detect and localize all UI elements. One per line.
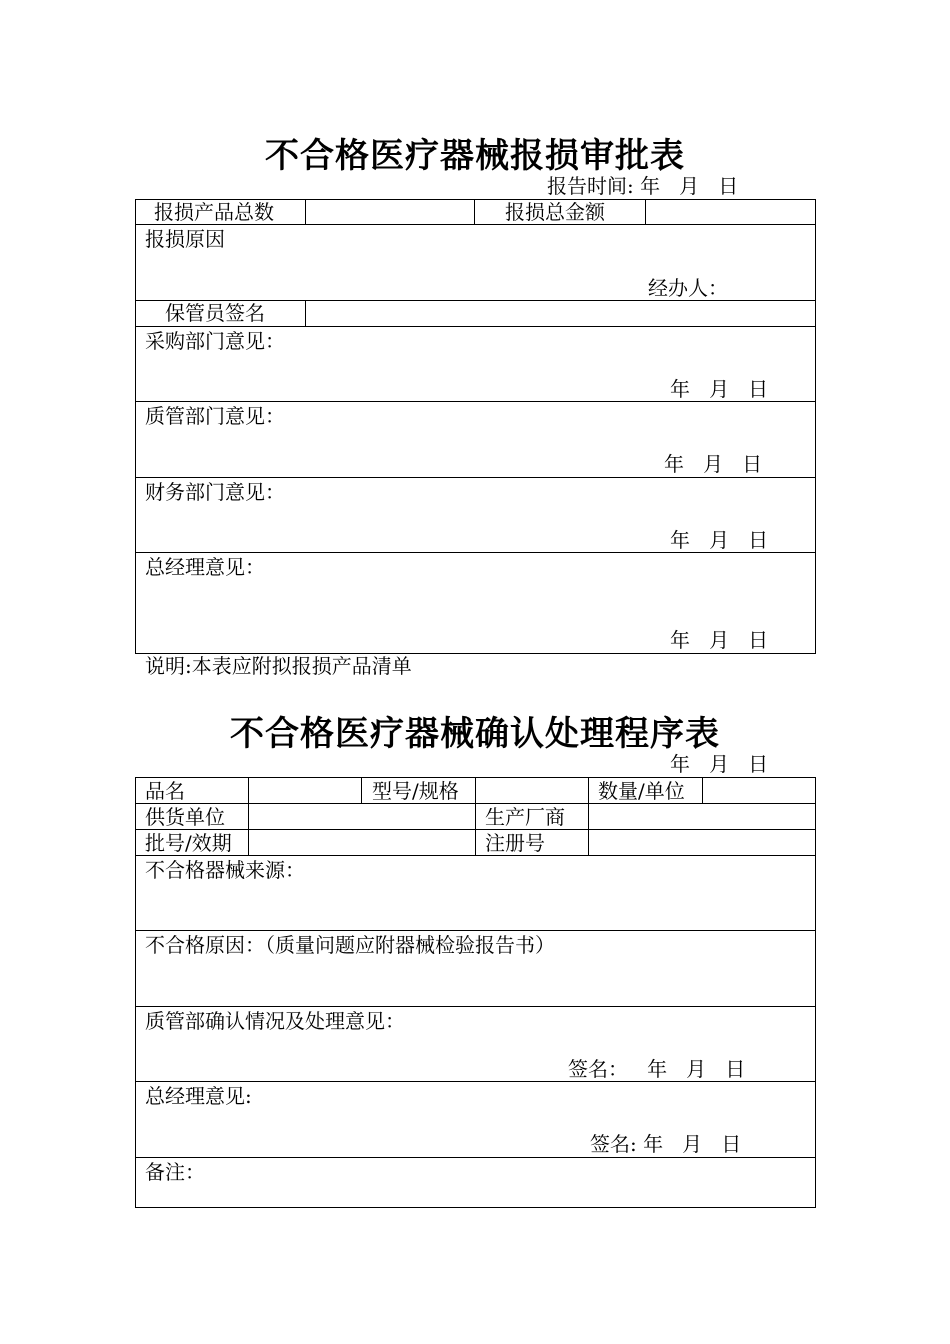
total-amount-field[interactable] xyxy=(646,200,815,223)
form1-row-divider xyxy=(135,224,816,225)
form2-row-divider xyxy=(135,1081,816,1082)
nonconform-reason-label: 不合格原因：（质量问题应附器械检验报告书） xyxy=(145,933,555,957)
form1-report-time: 报告时间: 年 月 日 xyxy=(547,174,739,198)
keeper-sign-label: 保管员签名 xyxy=(165,301,265,325)
supplier-label: 供货单位 xyxy=(145,805,225,829)
purchase-date: 年 月 日 xyxy=(670,377,769,401)
qc-confirm-label: 质管部确认情况及处理意见： xyxy=(145,1009,405,1033)
gm-date: 年 月 日 xyxy=(670,628,769,652)
keeper-sign-field[interactable] xyxy=(306,301,815,325)
model-label: 型号/规格 xyxy=(372,779,459,803)
total-qty-field[interactable] xyxy=(306,200,473,223)
form2-row-divider xyxy=(135,1006,816,1007)
reg-no-field[interactable] xyxy=(589,830,815,854)
form1-row-divider xyxy=(135,552,816,553)
supplier-field[interactable] xyxy=(249,804,474,828)
total-amount-label: 报损总金额 xyxy=(505,200,605,224)
qty-unit-label: 数量/单位 xyxy=(598,779,685,803)
total-qty-label: 报损产品总数 xyxy=(154,200,274,224)
form1-row-divider xyxy=(135,477,816,478)
manufacturer-label: 生产厂商 xyxy=(485,805,565,829)
batch-label: 批号/效期 xyxy=(145,831,232,855)
product-name-field[interactable] xyxy=(249,778,360,802)
form2-col-divider xyxy=(588,777,589,803)
form2-row-divider xyxy=(135,930,816,931)
remarks-label: 备注： xyxy=(145,1160,205,1184)
form2-gm-opinion-label: 总经理意见: xyxy=(145,1084,252,1108)
manufacturer-field[interactable] xyxy=(589,804,815,828)
form2-col-divider xyxy=(475,803,476,855)
qc-date: 年 月 日 xyxy=(664,452,763,476)
product-name-label: 品名 xyxy=(145,779,185,803)
finance-date: 年 月 日 xyxy=(670,528,769,552)
form1-row-divider xyxy=(135,326,816,327)
form2-title: 不合格医疗器械确认处理程序表 xyxy=(230,714,720,754)
qty-unit-field[interactable] xyxy=(703,778,815,802)
batch-field[interactable] xyxy=(249,830,474,854)
form2-col-divider xyxy=(361,777,362,803)
form1-note: 说明:本表应附拟报损产品清单 xyxy=(145,654,412,678)
form1-col-divider xyxy=(474,199,475,224)
gm-sign-date: 签名: 年 月 日 xyxy=(590,1132,742,1156)
qc-sign-date: 签名： 年 月 日 xyxy=(568,1057,746,1081)
handler-label: 经办人： xyxy=(648,276,728,300)
reg-no-label: 注册号 xyxy=(485,831,545,855)
form2-date: 年 月 日 xyxy=(670,752,769,776)
finance-opinion-label: 财务部门意见： xyxy=(145,480,285,504)
form1-title: 不合格医疗器械报损审批表 xyxy=(265,136,685,176)
model-field[interactable] xyxy=(476,778,587,802)
source-label: 不合格器械来源： xyxy=(145,858,305,882)
form2-row-divider xyxy=(135,1157,816,1158)
reason-label: 报损原因 xyxy=(145,227,225,251)
form1-row-divider xyxy=(135,401,816,402)
qc-opinion-label: 质管部门意见： xyxy=(145,404,285,428)
form2-row-divider xyxy=(135,855,816,856)
purchase-opinion-label: 采购部门意见： xyxy=(145,329,285,353)
gm-opinion-label: 总经理意见： xyxy=(145,555,265,579)
